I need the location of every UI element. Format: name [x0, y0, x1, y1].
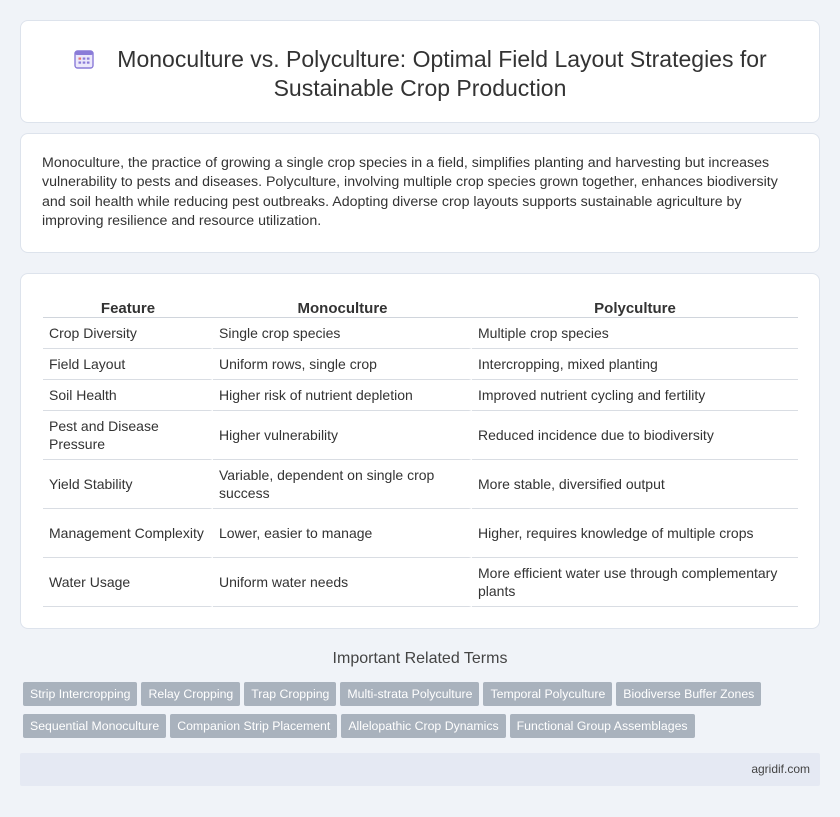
table-row: [43, 558, 798, 607]
related-terms-list: [23, 682, 803, 746]
table-cell-polyculture: More efficient water use through complementary plants: [472, 558, 798, 607]
table-cell-monoculture: Higher vulnerability: [213, 411, 472, 460]
header-feature: Feature: [43, 295, 213, 318]
table-row: [43, 318, 798, 349]
term-tag[interactable]: Biodiverse Buffer Zones: [616, 682, 761, 706]
term-tag[interactable]: Companion Strip Placement: [170, 714, 337, 738]
table-cell-monoculture: Lower, easier to manage: [213, 509, 472, 558]
table-cell-feature: Field Layout: [43, 349, 213, 380]
page-title: Monoculture vs. Polyculture: Optimal Field Layout Strategies for Sustainable Crop Production: [117, 46, 767, 101]
term-tag[interactable]: Trap Cropping: [244, 682, 336, 706]
table-cell-polyculture: Improved nutrient cycling and fertility: [472, 380, 798, 411]
table-cell-feature: Soil Health: [43, 380, 213, 411]
table-cell-monoculture: Uniform water needs: [213, 558, 472, 607]
table-cell-feature: Yield Stability: [43, 460, 213, 509]
table-cell-polyculture: Multiple crop species: [472, 318, 798, 349]
header-card: [20, 20, 820, 123]
comparison-table: [43, 295, 798, 607]
footer: [20, 753, 820, 786]
intro-paragraph: Monoculture, the practice of growing a single crop species in a field, simplifies planting and harvesting but increases vulnerability to pests and diseases. Polyculture, involving multiple crop species grown together, enhances biodiversity and soil health while reducing pest outbreaks. Adopting diverse crop layouts supports sustainable agriculture by improving resilience and resource utilization.: [42, 155, 778, 230]
table-row: [43, 349, 798, 380]
term-tag[interactable]: Multi-strata Polyculture: [340, 682, 479, 706]
table-cell-monoculture: Uniform rows, single crop: [213, 349, 472, 380]
table-row: [43, 411, 798, 460]
table-cell-feature: Water Usage: [43, 558, 213, 607]
table-row: [43, 380, 798, 411]
header-monoculture: Monoculture: [213, 295, 472, 318]
term-tag[interactable]: Relay Cropping: [141, 682, 240, 706]
table-cell-polyculture: Higher, requires knowledge of multiple crops: [472, 509, 798, 558]
page-title-wrap: [21, 45, 819, 103]
table-row: [43, 460, 798, 509]
term-tag[interactable]: Strip Intercropping: [23, 682, 137, 706]
table-cell-feature: Management Complexity: [43, 509, 213, 558]
related-terms-title: Important Related Terms: [332, 650, 508, 667]
header-polyculture: Polyculture: [472, 295, 798, 318]
intro-card: [20, 133, 820, 253]
term-tag[interactable]: Temporal Polyculture: [483, 682, 612, 706]
calendar-grid-icon: [73, 48, 95, 70]
comparison-table-card: [20, 273, 820, 629]
table-cell-polyculture: Intercropping, mixed planting: [472, 349, 798, 380]
table-cell-feature: Crop Diversity: [43, 318, 213, 349]
footer-site-link[interactable]: agridif.com: [751, 762, 810, 776]
table-cell-monoculture: Single crop species: [213, 318, 472, 349]
term-tag[interactable]: Functional Group Assemblages: [510, 714, 695, 738]
table-row: [43, 509, 798, 558]
term-tag[interactable]: Sequential Monoculture: [23, 714, 166, 738]
term-tag[interactable]: Allelopathic Crop Dynamics: [341, 714, 505, 738]
table-header-row: [43, 295, 798, 318]
table-cell-monoculture: Higher risk of nutrient depletion: [213, 380, 472, 411]
table-cell-feature: Pest and Disease Pressure: [43, 411, 213, 460]
table-cell-polyculture: Reduced incidence due to biodiversity: [472, 411, 798, 460]
table-cell-polyculture: More stable, diversified output: [472, 460, 798, 509]
table-cell-monoculture: Variable, dependent on single crop success: [213, 460, 472, 509]
